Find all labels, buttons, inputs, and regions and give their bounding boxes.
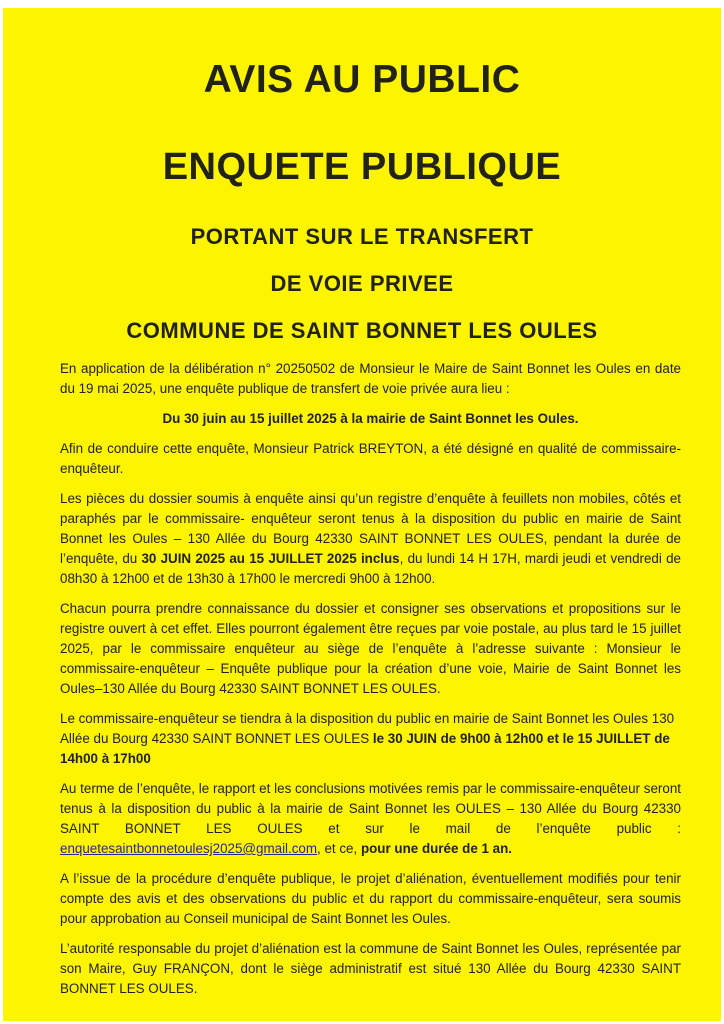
notice-title-line1: AVIS AU PUBLIC [203,58,521,101]
notice-subtitle-commune: COMMUNE DE SAINT BONNET LES OULES [126,318,598,343]
notice-body [60,359,681,1009]
report-text-b: , et ce, [317,841,361,856]
paragraph-commissioner: Afin de conduire cette enquête, Monsieur Patrick BREYTON, a été désigné en qualité de commissaire-enquêteur. [60,441,681,476]
paragraph-dates: Du 30 juin au 15 juillet 2025 à la mairie de Saint Bonnet les Oules. [162,411,579,426]
dossier-text-a: Les pièces du dossier soumis à enquête ainsi qu’un registre d’enquête à feuillets non mobiles, côtés et paraphés par le commissaire- enquêteur seront tenus à la disposition du public en mairie de Saint Bonnet les Oules – 130 Allée du Bourg 42330 SAINT BONNET LES OULES, pendant la durée de l’enquête, du [60,491,681,566]
paragraph-observations: Chacun pourra prendre connaissance du dossier et consigner ses observations et propositions sur le registre ouvert à cet effet. Elles pourront également être reçues par voie postale, au plus tard le 15 juillet 2025, par le commissaire enquêteur au siège de l’enquête à l’adresse suivante : Monsieur le commissaire-enquêteur – Enquête publique pour la création d’une voie, Mairie de Saint Bonnet les Oules–130 Allée du Bourg 42330 SAINT BONNET LES OULES. [60,601,681,696]
dossier-dates-bold: 30 JUIN 2025 au 15 JUILLET 2025 inclus [141,551,400,566]
report-duration-bold: pour une durée de 1 an. [360,841,512,856]
permanences-dates-bold: le 30 JUIN de 9h00 à 12h00 et le 15 JUILLET de 14h00 à 17h00 [60,731,670,766]
permanences-text: Le commissaire-enquêteur se tiendra à la disposition du public en mairie de Saint Bonnet les Oules 130 Allée du Bourg 42330 SAINT BONNET LES OULES [60,711,675,746]
paragraph-dossier [60,489,681,589]
notice-subtitle-line2: DE VOIE PRIVEE [270,271,454,296]
paragraph-permanences [60,709,681,769]
notice-subtitle-line1: PORTANT SUR LE TRANSFERT [190,224,534,249]
notice-title-line2: ENQUETE PUBLIQUE [162,146,562,188]
paragraph-deliberation: En application de la délibération n° 20250502 de Monsieur le Maire de Saint Bonnet les Oules en date du 19 mai 2025, une enquête publique de transfert de voie privée aura lieu : [60,361,681,396]
report-text-a: Au terme de l’enquête, le rapport et les conclusions motivées remis par le commissaire-enquêteur seront tenus à la disposition du public à la mairie de Saint Bonnet les OULES – 130 Allée du Bourg 42330 SAINT BONNET LES OULES et sur le mail de l’enquête public : [60,781,681,836]
paragraph-report [60,779,681,859]
dossier-text-b: , du lundi 14 H 17H, mardi jeudi et vendredi de 08h30 à 12h00 et de 13h30 à 17h00 le mercredi 9h00 à 12h00. [60,551,681,586]
email-link[interactable]: enquetesaintbonnetoulesj2025@gmail.com [60,841,318,856]
notice-sheet [3,8,721,1021]
paragraph-authority: L’autorité responsable du projet d’aliénation est la commune de Saint Bonnet les Oules, représentée par son Maire, Guy FRANÇON, dont le siège administratif est situé 130 Allée du Bourg 42330 SAINT BONNET LES OULES. [60,941,681,996]
paragraph-approval: A l’issue de la procédure d’enquête publique, le projet d’aliénation, éventuellement modifiés pour tenir compte des avis et des observations du public et du rapport du commissaire-enquêteur, sera soumis pour approbation au Conseil municipal de Saint Bonnet les Oules. [60,871,681,926]
